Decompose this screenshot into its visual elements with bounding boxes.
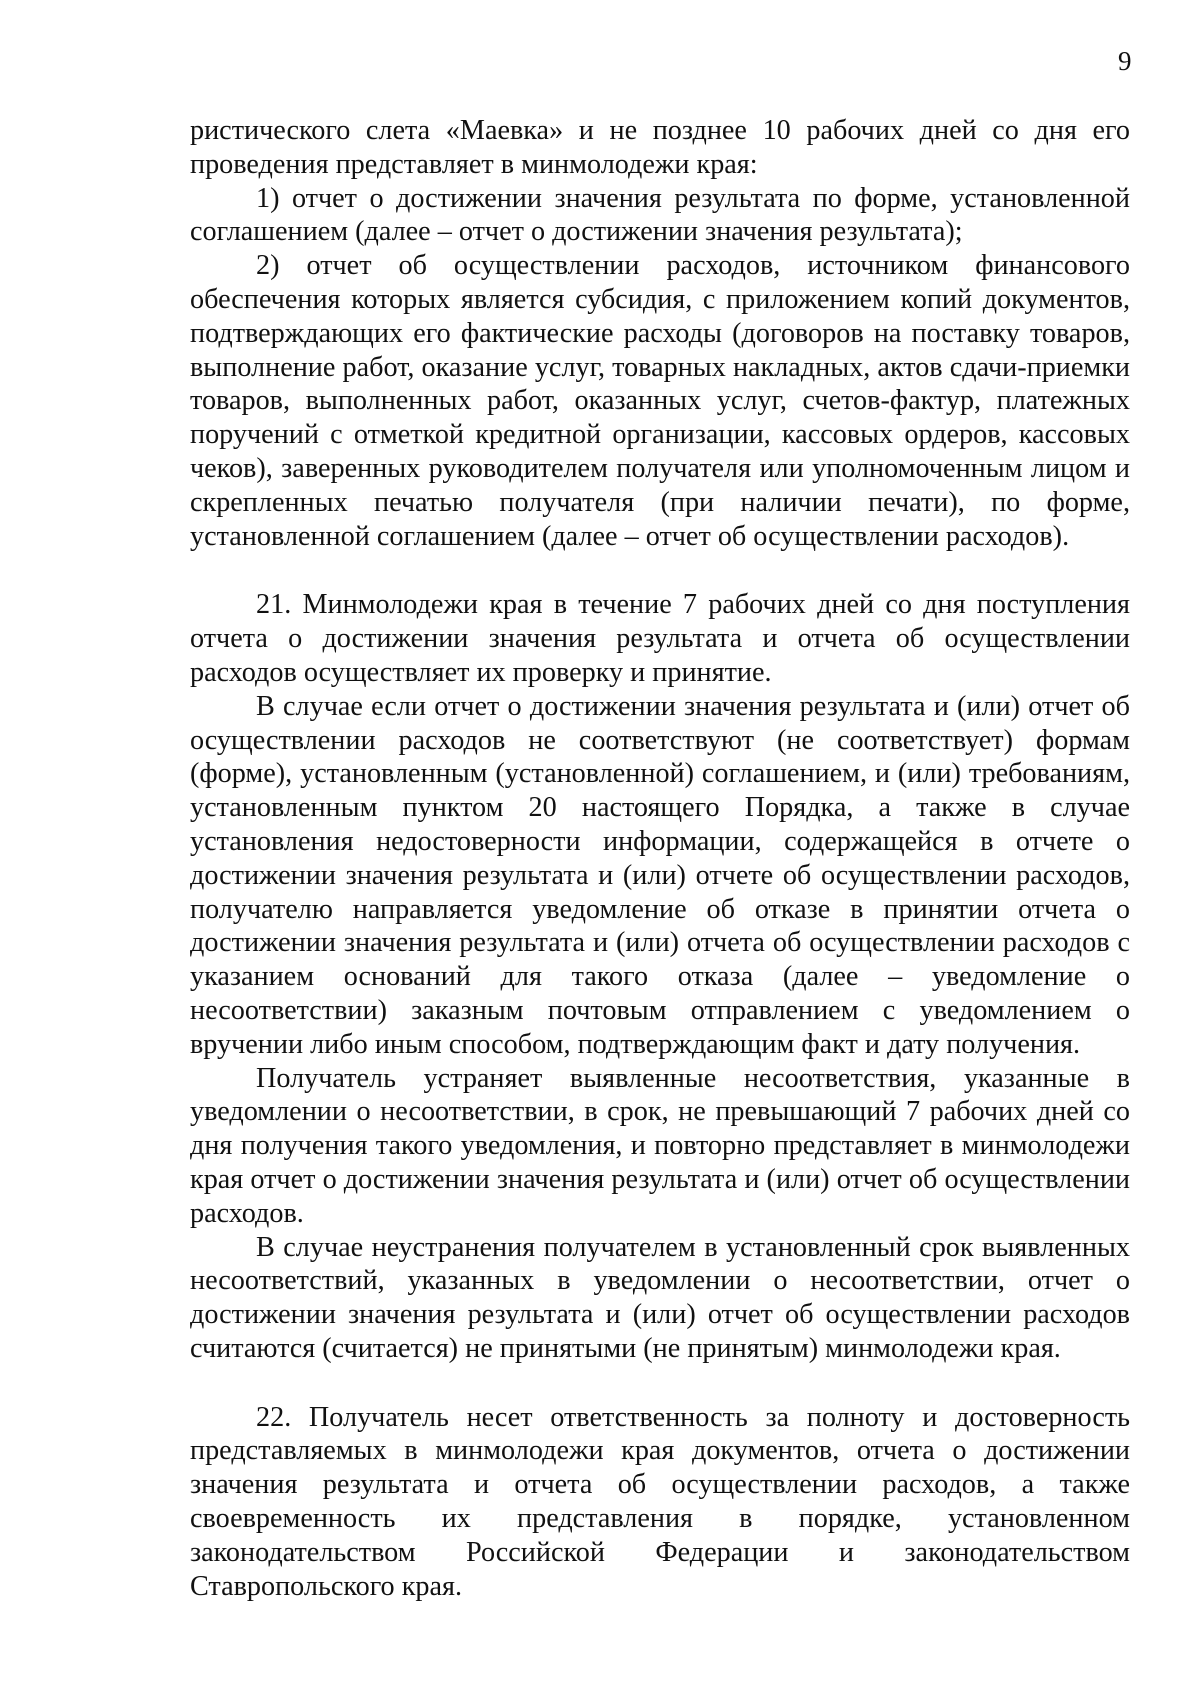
document-body [190,114,1130,1603]
paragraph-continuation: ристического слета «Маевка» и не позднее 10 рабочих дней со дня его проведения представляет в минмолодежи края: [190,115,1130,180]
paragraph-clause-21-noncompliance: В случае если отчет о достижении значения результата и (или) отчет об осуществлении расходов не соответствуют (не соответствует) формам (форме), установленным (установленной) соглашением, и (или) требованиям, установленным пунктом 20 настоящего Порядка, а также в случае установления недостоверности информации, содержащейся в отчете о достижении значения результата и (или) отчете об осуществлении расходов, получателю направляется уведомление об отказе в принятии отчета о достижении значения результата и (или) отчета об осуществлении расходов с указанием оснований для такого отказа (далее – уведомление о несоответствии) заказным почтовым отправлением с уведомлением о вручении либо иным способом, подтверждающим факт и дату получения. [190,690,1130,1060]
paragraph-item-2: 2) отчет об осуществлении расходов, источником финансового обеспечения которых является субсидия, с приложением копий документов, подтверждающих его фактические расходы (договоров на поставку товаров, выполнение работ, оказание услуг, товарных накладных, актов сдачи-приемки товаров, выполненных работ, оказанных услуг, счетов-фактур, платежных поручений с отметкой кредитной организации, кассовых ордеров, кассовых чеков), заверенных руководителем получателя или уполномоченным лицом и скрепленных печатью получателя (при наличии печати), по форме, установленной соглашением (далее – отчет об осуществлении расходов). [190,250,1130,552]
paragraph-clause-21-correction: Получатель устраняет выявленные несоответствия, указанные в уведомлении о несоответствии, в срок, не превышающий 7 рабочих дней со дня получения такого уведомления, и повторно представляет в минмолодежи края отчет о достижении значения результата и (или) отчет об осуществлении расходов. [190,1062,1130,1229]
paragraph-clause-21-rejection: В случае неустранения получателем в установленный срок выявленных несоответствий, указанных в уведомлении о несоответствии, отчет о достижении значения результата и (или) отчет об осуществлении расходов считаются (считается) не принятыми (не принятым) минмолодежи края. [190,1231,1130,1364]
paragraph-clause-22: 22. Получатель несет ответственность за полноту и достоверность представляемых в минмолодежи края документов, отчета о достижении значения результата и отчета об осуществлении расходов, а также своевременность их представления в порядке, установленном законодательством Российской Федерации и законодательством Ставропольского края. [190,1401,1130,1602]
paragraph-item-1: 1) отчет о достижении значения результата по форме, установленной соглашением (далее – отчет о достижении значения результата); [190,182,1130,248]
paragraph-clause-21: 21. Минмолодежи края в течение 7 рабочих дней со дня поступления отчета о достижении значения результата и отчета об осуществлении расходов осуществляет их проверку и принятие. [190,589,1130,688]
page-number: 9 [1118,46,1132,76]
